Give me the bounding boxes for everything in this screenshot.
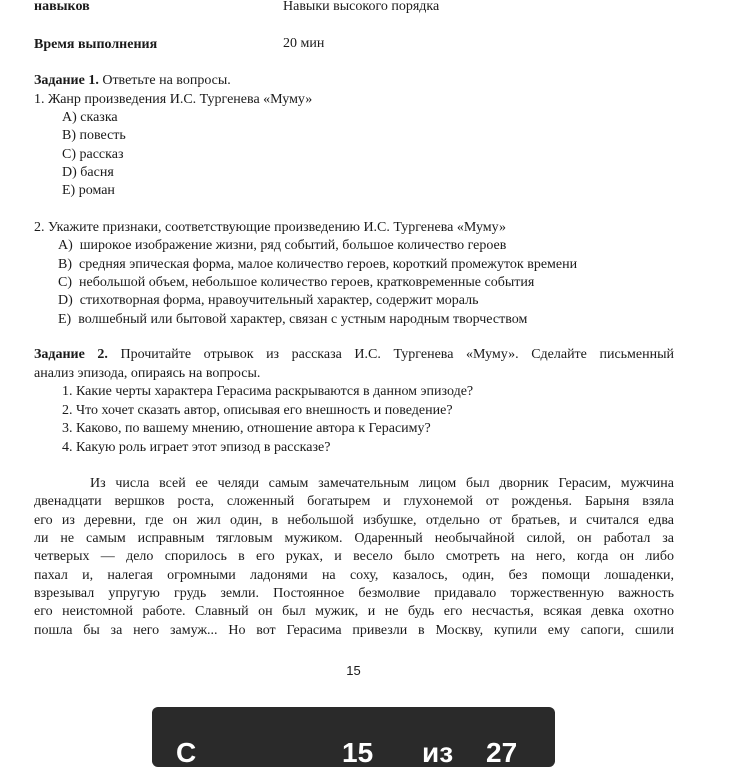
page-indicator-overlay [152,707,555,767]
passage-line: взрезывал упругую грудь земли. Постоянное безмолвие придавало торжественную важность [34,586,674,601]
task1-heading [34,72,231,89]
question-2-text: 2. Укажите признаки, соответствующие произведению И.С. Тургенева «Муму» [34,220,506,235]
q2-option-letter: D) [58,293,73,308]
q2-option-text: волшебный или бытовой характер, связан с устным народным творчеством [78,312,528,327]
q2-option-letter: В) [58,257,72,272]
passage-line: двенадцати вершков роста, сложенный богатырем и глухонемой от рожденья. Барыня взяла [34,494,674,509]
skills-label: навыков [34,0,90,14]
task2-instruction-line1 [34,346,674,364]
task1-title: Задание 1. [34,73,99,88]
q2-option-letter: Е) [58,312,72,327]
task2-instruction-line2: анализ эпизода, опираясь на вопросы. [34,366,261,381]
q1-option-c: С) рассказ [62,147,124,162]
q1-option-e: Е) роман [62,183,115,198]
task2-title: Задание 2. [34,347,108,362]
task2-instruction-text: Прочитайте отрывок из рассказа И.С. Тургенева «Муму». Сделайте письменный [120,347,675,362]
q2-option-letter: А) [58,238,73,253]
pager-of-text: из [422,737,454,768]
q2-option-a [58,237,506,254]
q2-option-letter: С) [58,275,72,290]
time-label: Время выполнения [34,37,158,52]
passage-line: его неистомной работе. Славный он был мужик, и не будь его несчастья, всякая девка охотно [34,604,674,619]
q2-option-text: широкое изображение жизни, ряд событий, большое количество героев [79,238,507,253]
q1-option-a: А) сказка [62,110,118,125]
q1-option-d: D) басня [62,165,114,180]
task2-question-4: 4. Какую роль играет этот эпизод в рассказе? [62,440,331,455]
question-1-text: 1. Жанр произведения И.С. Тургенева «Муму» [34,92,313,107]
q2-option-text: средняя эпическая форма, малое количество героев, короткий промежуток времени [79,257,578,272]
passage-line: его из деревни, где он жил один, в небольшой избушке, отдельно от братьев, и считался едва [34,513,674,528]
task2-question-1: 1. Какие черты характера Герасима раскрываются в данном эпизоде? [62,384,474,399]
pager-total-pages: 27 [486,737,518,768]
q2-option-text: небольшой объем, небольшое количество героев, кратковременные события [79,275,535,290]
time-value: 20 мин [283,36,325,51]
passage-line: четверых — дело спорилось в его руках, и весело было смотреть на него, когда он либо [34,549,674,564]
page-number: 15 [346,663,361,678]
passage-line: Из числа всей ее челяди самым замечательным лицом был дворник Герасим, мужчина [90,476,674,491]
task2-question-3: 3. Каково, по вашему мнению, отношение автора к Герасиму? [62,421,431,436]
passage-line: пахал и, налегая огромными ладонями на соху, казалось, один, без помощи лошаденки, [34,568,674,583]
passage-line: пошла бы за него замуж... Но вот Герасима привезли в Москву, купили ему сапоги, сшили [34,623,674,638]
q2-option-d [58,292,479,309]
q2-option-e [58,311,527,328]
q2-option-text: стихотворная форма, нравоучительный характер, содержит мораль [79,293,479,308]
task2-question-2: 2. Что хочет сказать автор, описывая его внешность и поведение? [62,403,453,418]
task1-instruction: Ответьте на вопросы. [102,73,231,88]
pager-current-page: 15 [342,737,374,768]
pager-left-text: С [176,737,197,768]
q2-option-c [58,274,534,291]
q1-option-b: В) повесть [62,128,126,143]
passage-line: ли не самым исправным тягловым мужиком. Одаренный необычайной силой, он работал за [34,531,674,546]
q2-option-b [58,256,577,273]
skills-value: Навыки высокого порядка [283,0,440,14]
